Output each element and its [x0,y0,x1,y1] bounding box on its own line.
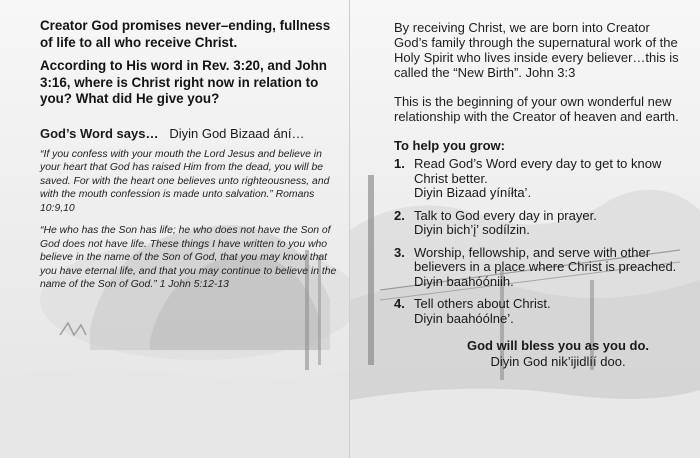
blessing-english: God will bless you as you do. [466,338,650,353]
headline-question: According to His word in Rev. 3:20, and John 3:16, where is Christ right now in relation to you? What did He give you? [40,58,327,106]
step-item [394,209,686,238]
left-page-text [40,18,340,301]
navajo-label: Diyin God Bizaad ání… [169,125,305,141]
new-birth-paragraph: By receiving Christ, we are born into Creator God’s family through the supernatural work of the Holy Spirit who lives inside every believer…this is called the “New Birth”. John 3:3 [394,20,679,80]
step-english: Tell others about Christ. [414,296,551,311]
step-item [394,246,686,290]
right-page-text [394,20,686,370]
step-number: 3. [394,244,405,260]
step-item [394,297,686,326]
step-number: 1. [394,156,405,171]
step-number: 4. [394,296,405,311]
beginning-paragraph: This is the beginning of your own wonderful new relationship with the Creator of heaven and earth. [394,94,679,124]
right-page [350,0,700,458]
step-english: Read God’s Word every day to get to know Christ better. [414,156,662,186]
gods-word-label: God’s Word says… [40,125,159,141]
blessing-navajo: Diyin God nik’ijidlíí doo. [490,354,626,369]
help-you-grow-heading: To help you grow: [394,138,505,153]
quote-1-john: “He who has the Son has life; he who does not have the Son of God does not have life. These things I have written to you who believe in the name of the Son of God, that you may know that you have eternal life, and that you may continue to believe in the name of the Son of God.” 1 John 5:12-13 [40,225,337,290]
step-item [394,157,686,201]
step-navajo: Diyin baahóóniih. [414,273,514,289]
blessing [394,338,686,370]
quote-romans: “If you confess with your mouth the Lord Jesus and believe in your heart that God has raised Him from the dead, you will be saved. For with the heart one believes unto righteousness, and with the mouth confession is made unto salvation.” Romans 10:9,10 [40,148,330,214]
step-navajo: Diyin Bizaad yíníłta’. [414,185,532,200]
step-navajo: Diyin baahóólne’. [414,310,514,326]
gods-word-heading [40,126,340,142]
step-navajo: Diyin bich’į’ sodílzin. [414,222,530,237]
step-english: Talk to God every day in prayer. [414,207,597,223]
headline-promise: Creator God promises never–ending, fullness of life to all who receive Christ. [40,18,331,50]
step-english: Worship, fellowship, and serve with other believers in a place where Christ is preached. [414,244,677,274]
step-number: 2. [394,207,405,223]
